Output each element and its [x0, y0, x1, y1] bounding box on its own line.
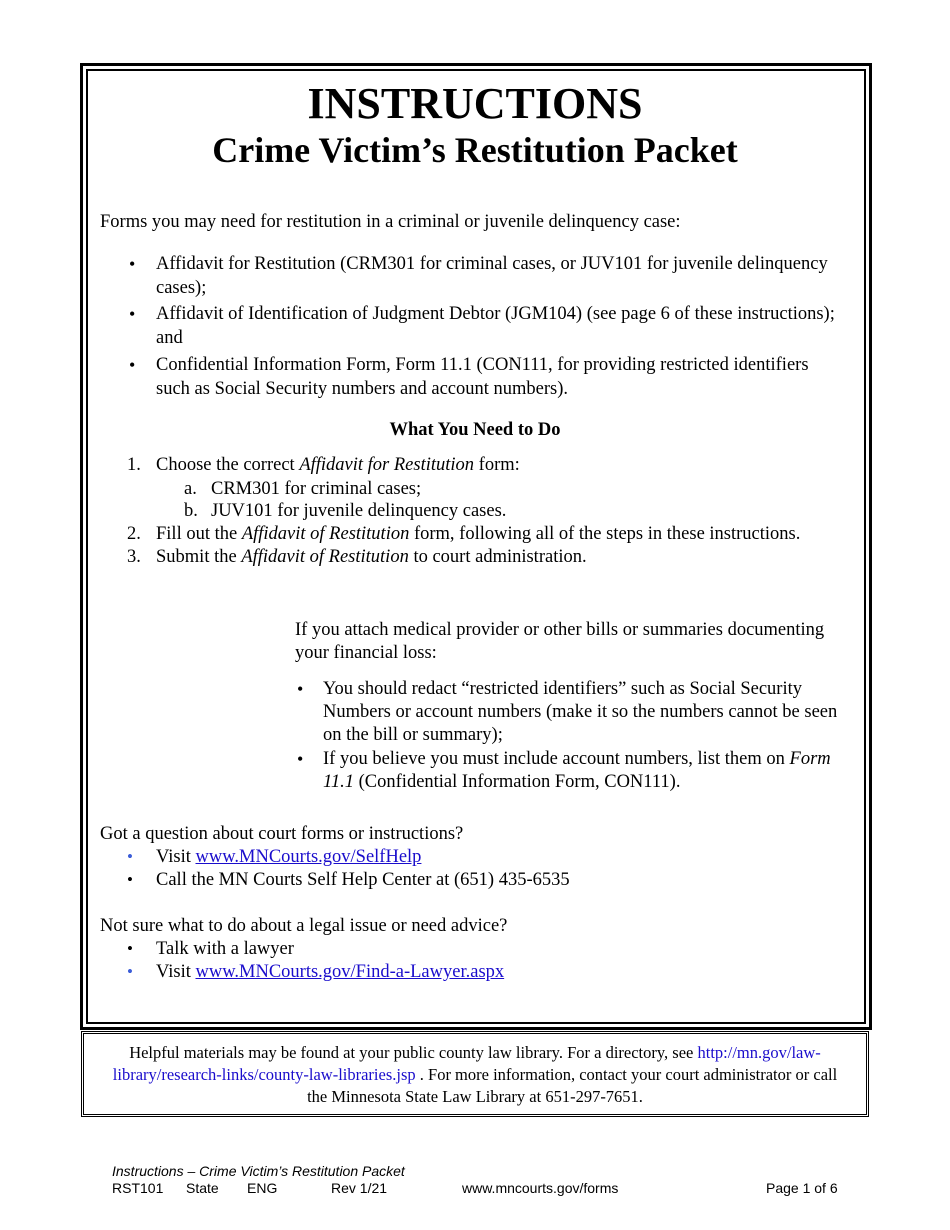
questions-heading: Got a question about court forms or instructions? — [100, 824, 464, 844]
bullet-icon: • — [297, 749, 304, 769]
law-library-text: Helpful materials may be found at your public county law library. For a directory, see http://mn.gov/law- library/research-links/county-law-libraries.jsp . For more information, contact your court administrator or call the Minnesota State Law Library at 651-297-7651. — [112, 1043, 838, 1106]
selfhelp-link[interactable]: www.MNCourts.gov/SelfHelp — [195, 847, 422, 867]
substep-item: JUV101 for juvenile delinquency cases. — [211, 501, 507, 521]
talk-item: Talk with a lawyer — [156, 939, 294, 959]
list-item: If you believe you must include account numbers, list them on Form — [323, 749, 831, 769]
page-title: INSTRUCTIONS — [307, 79, 643, 128]
find-lawyer-link[interactable]: www.MNCourts.gov/Find-a-Lawyer.aspx — [195, 962, 505, 982]
law-library-link[interactable]: http://mn.gov/law- library/research-links/county-law-libraries.jsp — [112, 1043, 821, 1084]
attach-note-cont: your financial loss: — [295, 643, 437, 663]
bullet-icon: • — [129, 355, 136, 375]
list-item-cont: such as Social Security numbers and account numbers). — [156, 379, 569, 399]
footer-website: www.mncourts.gov/forms — [462, 1180, 619, 1196]
step-item: Submit the Affidavit of Restitution to court administration. — [156, 547, 587, 567]
footer-page-number: Page 1 of 6 — [766, 1180, 838, 1196]
step-item: Choose the correct Affidavit for Restitution form: — [156, 455, 520, 475]
list-item: You should redact “restricted identifiers” such as Social Security — [323, 679, 802, 699]
list-item-cont: 11.1 (Confidential Information Form, CON111). — [323, 772, 681, 792]
list-item-cont: on the bill or summary); — [323, 725, 503, 745]
selfhelp-item: Visit www.MNCourts.gov/SelfHelp — [156, 847, 422, 867]
list-item-cont: cases); — [156, 278, 207, 298]
intro-text: Forms you may need for restitution in a criminal or juvenile delinquency case: — [100, 212, 681, 232]
bullet-icon: • — [129, 254, 136, 274]
list-item-cont: and — [156, 328, 183, 348]
footer-form-code: RST101 — [112, 1180, 164, 1196]
footer-title: Instructions – Crime Victim’s Restitution Packet — [112, 1163, 405, 1179]
footer-language: ENG — [247, 1180, 278, 1196]
bullet-icon: • — [127, 962, 133, 981]
bullet-icon: • — [297, 679, 304, 699]
legal-heading: Not sure what to do about a legal issue or need advice? — [100, 916, 508, 936]
bullet-icon: • — [127, 847, 133, 866]
section-heading: What You Need to Do — [389, 420, 561, 440]
list-item: Confidential Information Form, Form 11.1 (CON111, for providing restricted identifiers — [156, 355, 809, 375]
footer-revision: Rev 1/21 — [331, 1180, 388, 1196]
step-item: Fill out the Affidavit of Restitution form, following all of the steps in these instructions. — [156, 524, 801, 544]
footer-jurisdiction: State — [186, 1180, 219, 1196]
list-item: Affidavit of Identification of Judgment Debtor (JGM104) (see page 6 of these instructions); — [156, 304, 835, 324]
bullet-icon: • — [127, 939, 133, 958]
substep-item: CRM301 for criminal cases; — [211, 479, 422, 499]
substep-letter: b. — [184, 501, 198, 521]
step-number: 1. — [127, 455, 141, 475]
lawyer-item: Visit www.MNCourts.gov/Find-a-Lawyer.aspx — [156, 962, 505, 982]
step-number: 2. — [127, 524, 141, 544]
call-item: Call the MN Courts Self Help Center at (651) 435-6535 — [156, 870, 570, 890]
substep-letter: a. — [184, 479, 197, 499]
attach-note: If you attach medical provider or other bills or summaries documenting — [295, 620, 825, 640]
step-number: 3. — [127, 547, 141, 567]
page-subtitle: Crime Victim’s Restitution Packet — [212, 130, 738, 170]
bullet-icon: • — [127, 870, 133, 889]
bullet-icon: • — [129, 304, 136, 324]
list-item-cont: Numbers or account numbers (make it so the numbers cannot be seen — [323, 702, 838, 722]
list-item: Affidavit for Restitution (CRM301 for criminal cases, or JUV101 for juvenile delinquency — [156, 254, 828, 274]
